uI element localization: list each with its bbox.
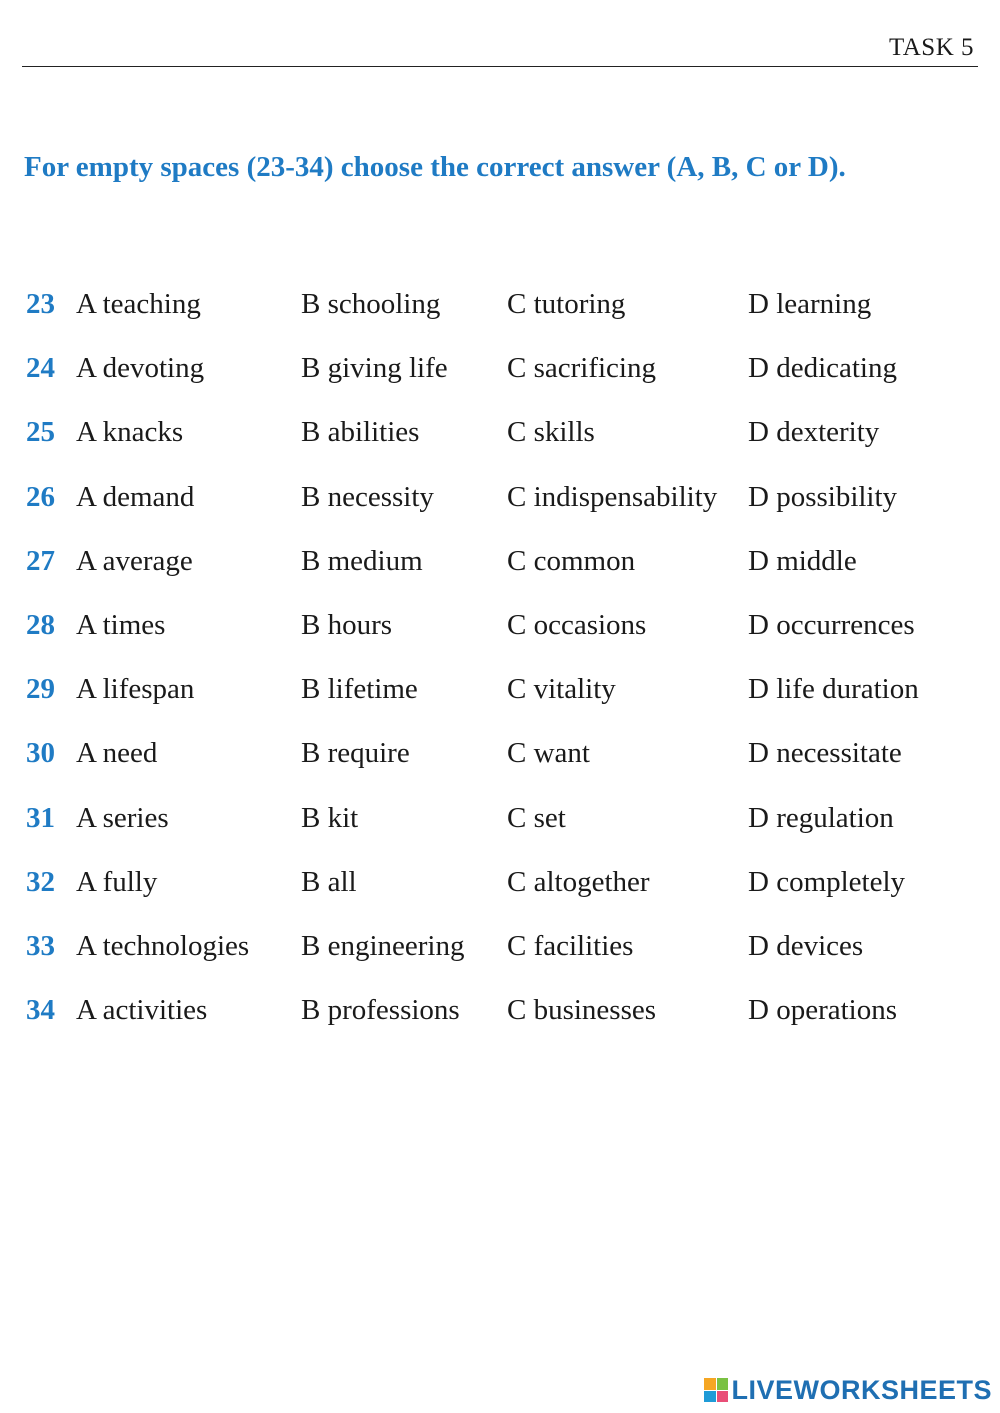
page-header bbox=[22, 30, 978, 67]
question-row bbox=[0, 473, 1000, 537]
option-a[interactable]: A demand bbox=[76, 480, 195, 513]
option-d[interactable]: D learning bbox=[748, 288, 872, 320]
option-a[interactable]: A need bbox=[76, 737, 158, 770]
option-a[interactable]: A fully bbox=[76, 865, 158, 898]
question-number: 29 bbox=[26, 673, 55, 706]
question-number: 28 bbox=[26, 608, 55, 641]
option-a[interactable]: A times bbox=[76, 608, 166, 641]
option-a[interactable]: A average bbox=[76, 544, 193, 577]
option-d[interactable]: D completely bbox=[748, 865, 906, 898]
option-b[interactable]: B necessity bbox=[301, 480, 434, 513]
option-a[interactable]: A knacks bbox=[76, 416, 184, 449]
question-number: 33 bbox=[26, 929, 55, 962]
question-list bbox=[0, 280, 1000, 1050]
question-row bbox=[0, 280, 1000, 344]
option-d[interactable]: D regulation bbox=[748, 801, 894, 834]
option-c[interactable]: C set bbox=[507, 801, 566, 834]
option-b[interactable]: B lifetime bbox=[301, 673, 418, 706]
option-a[interactable]: A lifespan bbox=[76, 673, 195, 706]
option-c[interactable]: C vitality bbox=[507, 673, 616, 706]
option-c[interactable]: C facilities bbox=[507, 929, 634, 962]
question-number: 34 bbox=[26, 994, 55, 1027]
question-row bbox=[0, 665, 1000, 729]
question-row bbox=[0, 601, 1000, 665]
option-c[interactable]: C want bbox=[507, 737, 590, 770]
option-d[interactable]: D possibility bbox=[748, 480, 898, 513]
option-a[interactable]: A activities bbox=[76, 994, 208, 1027]
option-c[interactable]: C altogether bbox=[507, 865, 650, 898]
option-d[interactable]: D dedicating bbox=[748, 352, 897, 385]
option-d[interactable]: D dexterity bbox=[748, 416, 880, 449]
option-d[interactable]: D necessitate bbox=[748, 737, 902, 770]
option-c[interactable]: C indispensability bbox=[507, 480, 718, 513]
option-b[interactable]: B professions bbox=[301, 994, 460, 1027]
option-a[interactable]: A devoting bbox=[76, 352, 205, 385]
question-number: 31 bbox=[26, 801, 55, 834]
option-d[interactable]: D occurrences bbox=[748, 608, 915, 641]
question-row bbox=[0, 858, 1000, 922]
task-label: TASK 5 bbox=[888, 34, 974, 61]
option-a[interactable]: A teaching bbox=[76, 288, 201, 320]
option-d[interactable]: D life duration bbox=[748, 673, 919, 706]
option-a[interactable]: A technologies bbox=[76, 929, 250, 962]
question-row bbox=[0, 537, 1000, 601]
option-c[interactable]: C skills bbox=[507, 416, 595, 449]
logo-text: LIVEWORKSHEETS bbox=[731, 1374, 992, 1405]
option-b[interactable]: B abilities bbox=[301, 416, 420, 449]
option-c[interactable]: C common bbox=[507, 544, 636, 577]
option-c[interactable]: C tutoring bbox=[507, 288, 626, 320]
option-a[interactable]: A series bbox=[76, 801, 169, 834]
option-d[interactable]: D operations bbox=[748, 994, 897, 1027]
question-number: 27 bbox=[26, 544, 55, 577]
question-row bbox=[0, 729, 1000, 793]
question-number: 24 bbox=[26, 352, 55, 385]
question-number: 26 bbox=[26, 480, 55, 513]
option-b[interactable]: B schooling bbox=[301, 288, 441, 320]
option-b[interactable]: B engineering bbox=[301, 929, 465, 962]
question-number: 32 bbox=[26, 865, 55, 898]
option-b[interactable]: B giving life bbox=[301, 352, 448, 385]
question-number: 30 bbox=[26, 737, 55, 770]
instruction-text: For empty spaces (23-34) choose the correct answer (A, B, C or D). bbox=[24, 151, 846, 183]
option-c[interactable]: C occasions bbox=[507, 608, 647, 641]
option-b[interactable]: B medium bbox=[301, 544, 423, 577]
question-row bbox=[0, 986, 1000, 1050]
option-b[interactable]: B hours bbox=[301, 608, 393, 641]
question-number: 23 bbox=[26, 288, 55, 320]
option-b[interactable]: B all bbox=[301, 865, 357, 898]
question-row bbox=[0, 408, 1000, 472]
liveworksheets-logo bbox=[704, 1375, 992, 1405]
option-c[interactable]: C sacrificing bbox=[507, 352, 656, 385]
option-c[interactable]: C businesses bbox=[507, 994, 657, 1027]
option-b[interactable]: B kit bbox=[301, 801, 359, 834]
option-d[interactable]: D middle bbox=[748, 544, 857, 577]
liveworksheets-logo-icon bbox=[704, 1378, 728, 1402]
question-number: 25 bbox=[26, 416, 55, 449]
question-row bbox=[0, 922, 1000, 986]
option-d[interactable]: D devices bbox=[748, 929, 864, 962]
question-row bbox=[0, 344, 1000, 408]
question-row bbox=[0, 794, 1000, 858]
option-b[interactable]: B require bbox=[301, 737, 410, 770]
